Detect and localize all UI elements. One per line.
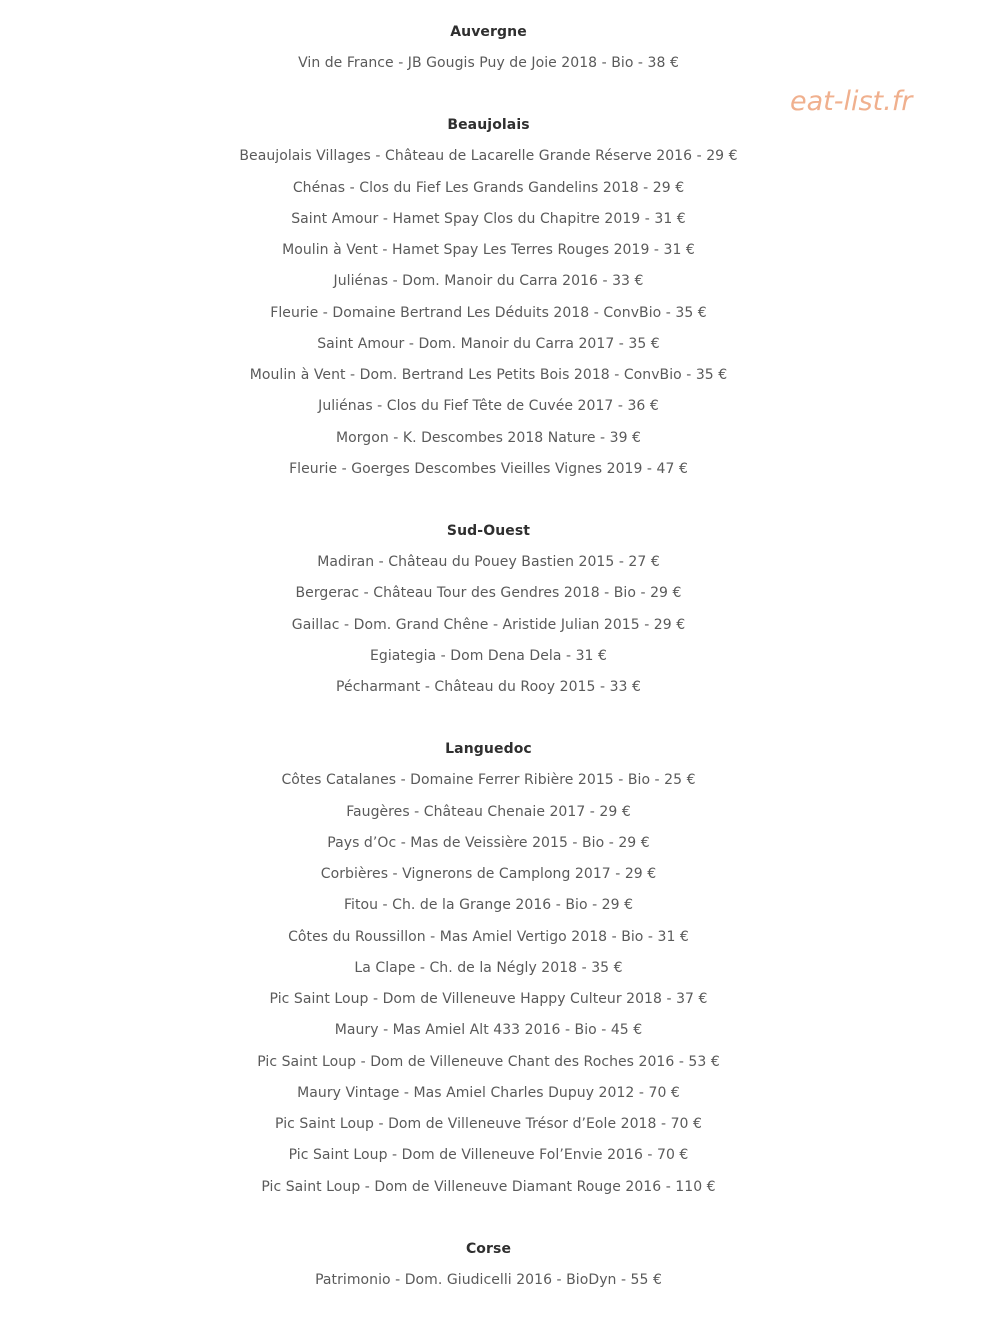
section-beaujolais [0,114,977,489]
wine-item: Chénas - Clos du Fief Les Grands Gandelins 2018 - 29 € [292,179,685,196]
wine-item: Moulin à Vent - Dom. Bertrand Les Petits Bois 2018 - ConvBio - 35 € [249,367,728,383]
section-languedoc [0,738,977,1207]
section-auvergne [0,21,977,83]
wine-item: Côtes Catalanes - Domaine Ferrer Ribière 2015 - Bio - 25 € [281,772,696,789]
wine-item: Fitou - Ch. de la Grange 2016 - Bio - 29 € [343,897,634,914]
wine-item: Beaujolais Villages - Château de Lacarelle Grande Réserve 2016 - 29 € [239,148,738,165]
wine-item: Bergerac - Château Tour des Gendres 2018 - Bio - 29 € [295,585,682,602]
wine-item: Pic Saint Loup - Dom de Villeneuve Trésor d’Eole 2018 - 70 € [275,1116,702,1132]
wine-item: Pic Saint Loup - Dom de Villeneuve Fol’Envie 2016 - 70 € [288,1147,689,1164]
wine-item: Côtes du Roussillon - Mas Amiel Vertigo 2018 - Bio - 31 € [288,928,689,945]
wine-item: Fleurie - Domaine Bertrand Les Déduits 2018 - ConvBio - 35 € [270,304,707,321]
wine-item: Faugères - Château Chenaie 2017 - 29 € [346,803,631,820]
wine-item: Madiran - Château du Pouey Bastien 2015 - 27 € [317,554,660,570]
wine-item: Moulin à Vent - Hamet Spay Les Terres Rouges 2019 - 31 € [282,242,695,258]
wine-item: Pic Saint Loup - Dom de Villeneuve Diamant Rouge 2016 - 110 € [261,1178,716,1195]
wine-item: Patrimonio - Dom. Giudicelli 2016 - BioDyn - 55 € [315,1271,662,1288]
wine-item: Juliénas - Clos du Fief Tête de Cuvée 2017 - 36 € [318,398,659,415]
wine-item: Maury - Mas Amiel Alt 433 2016 - Bio - 45 € [334,1022,643,1039]
section-corse [0,1238,977,1300]
wine-item: Pic Saint Loup - Dom de Villeneuve Chant des Roches 2016 - 53 € [257,1053,720,1070]
wine-list [0,21,977,1300]
wine-item: Fleurie - Goerges Descombes Vieilles Vignes 2019 - 47 € [289,460,688,477]
wine-item: Egiategia - Dom Dena Dela - 31 € [370,647,607,664]
section-sud-ouest [0,520,977,707]
wine-item: Saint Amour - Dom. Manoir du Carra 2017 - 35 € [317,335,660,352]
section-title: Sud-Ouest [446,523,531,539]
section-title: Auvergne [450,24,527,40]
section-title: Corse [465,1240,512,1257]
wine-item: Juliénas - Dom. Manoir du Carra 2016 - 33 € [333,273,644,290]
wine-item: Pays d’Oc - Mas de Veissière 2015 - Bio - 29 € [327,834,650,851]
wine-item: Maury Vintage - Mas Amiel Charles Dupuy 2012 - 70 € [297,1084,680,1101]
section-title: Beaujolais [447,117,530,134]
watermark-text: eat-list.fr [790,86,913,117]
wine-item: Saint Amour - Hamet Spay Clos du Chapitre 2019 - 31 € [291,210,686,227]
wine-item: Pécharmant - Château du Rooy 2015 - 33 € [336,679,641,695]
wine-item: La Clape - Ch. de la Négly 2018 - 35 € [354,959,623,976]
section-title: Languedoc [445,741,532,758]
wine-item: Gaillac - Dom. Grand Chêne - Aristide Julian 2015 - 29 € [291,616,686,633]
wine-item: Morgon - K. Descombes 2018 Nature - 39 € [335,429,642,446]
wine-item: Pic Saint Loup - Dom de Villeneuve Happy Culteur 2018 - 37 € [269,991,708,1007]
wine-item: Corbières - Vignerons de Camplong 2017 - 29 € [320,866,657,882]
wine-item: Vin de France - JB Gougis Puy de Joie 2018 - Bio - 38 € [298,55,679,71]
